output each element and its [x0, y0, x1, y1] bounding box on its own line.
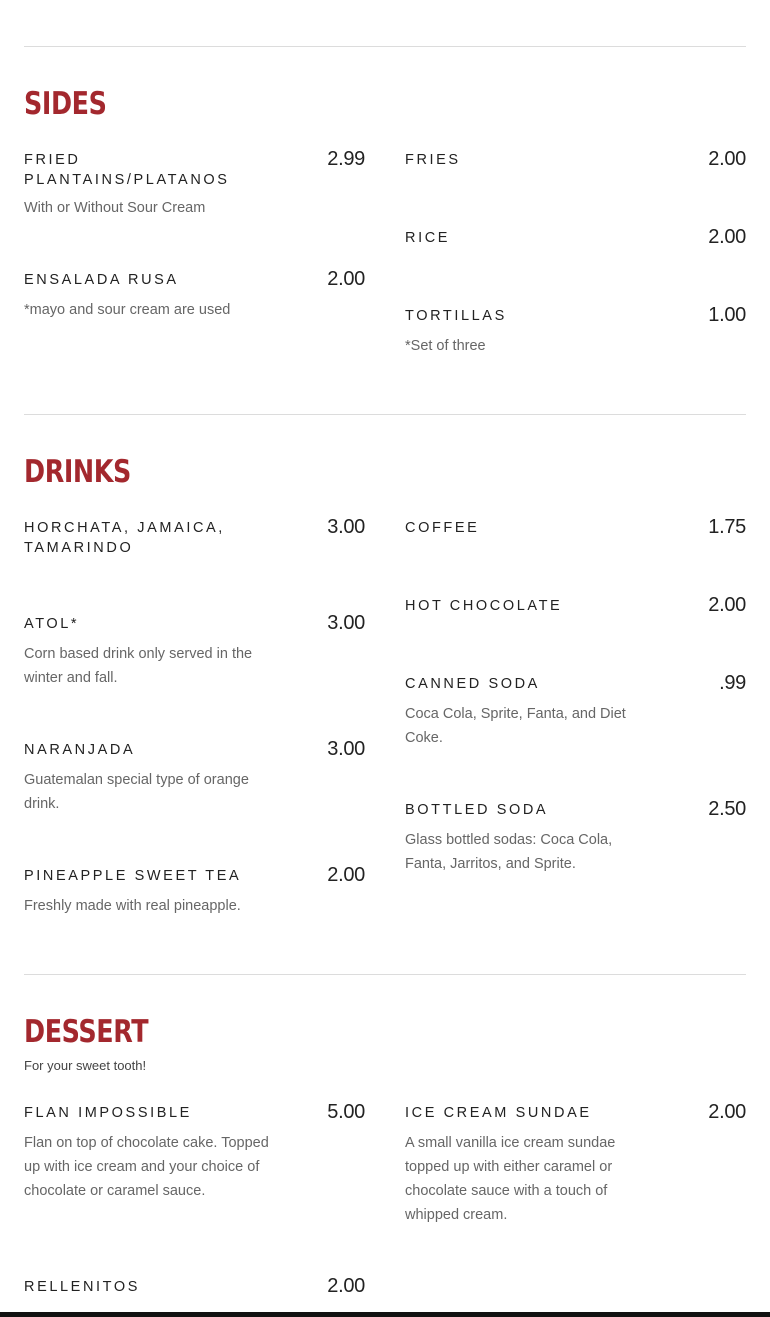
- item-description: *mayo and sour cream are used: [24, 302, 231, 318]
- item-description: Corn based drink only served in the winter and fall.: [24, 646, 253, 686]
- item-price: 2.00: [708, 148, 746, 170]
- item-name: ENSALADA RUSA: [24, 272, 179, 288]
- item-description: Guatemalan special type of orange drink.: [24, 772, 249, 812]
- item-description: Freshly made with real pineapple.: [24, 898, 241, 914]
- item-description: Flan on top of chocolate cake. Topped up with ice cream and your choice of chocolate or caramel sauce.: [24, 1135, 269, 1199]
- item-price: .99: [719, 672, 746, 694]
- item-name: NARANJADA: [24, 742, 136, 758]
- item-name: ICE CREAM SUNDAE: [405, 1105, 592, 1121]
- item-name: RELLENITOS: [24, 1279, 140, 1295]
- item-description: A small vanilla ice cream sundae topped up with either caramel or chocolate sauce with a touch of whipped cream.: [405, 1135, 616, 1223]
- section-title-sides: SIDES: [24, 86, 107, 122]
- item-price: 2.99: [327, 148, 365, 170]
- section-title-dessert: DESSERT: [24, 1014, 149, 1050]
- section-subtitle: For your sweet tooth!: [24, 1058, 147, 1073]
- viewport-bottom-edge: [0, 1312, 770, 1317]
- item-price: 2.00: [327, 1275, 365, 1297]
- item-price: 3.00: [327, 516, 365, 538]
- item-name: CANNED SODA: [405, 676, 540, 692]
- item-price: 2.00: [708, 226, 746, 248]
- item-name: ATOL*: [24, 616, 80, 632]
- section-divider: [24, 974, 746, 975]
- item-price: 3.00: [327, 612, 365, 634]
- section-title-drinks: DRINKS: [24, 454, 131, 490]
- item-price: 2.00: [708, 594, 746, 616]
- item-description: Coca Cola, Sprite, Fanta, and Diet Coke.: [405, 706, 626, 746]
- section-divider: [24, 46, 746, 47]
- item-price: 2.50: [708, 798, 746, 820]
- item-price: 1.75: [708, 516, 746, 538]
- item-price: 1.00: [708, 304, 746, 326]
- item-description: *Set of three: [405, 338, 486, 354]
- item-description: Glass bottled sodas: Coca Cola, Fanta, Jarritos, and Sprite.: [405, 832, 613, 872]
- item-price: 2.00: [327, 864, 365, 886]
- item-price: 5.00: [327, 1101, 365, 1123]
- item-name: HORCHATA, JAMAICA, TAMARINDO: [24, 520, 225, 556]
- item-name: HOT CHOCOLATE: [405, 598, 563, 614]
- item-name: TORTILLAS: [405, 308, 507, 324]
- item-description: With or Without Sour Cream: [24, 200, 206, 216]
- item-name: FRIED PLANTAINS/PLATANOS: [24, 152, 230, 188]
- item-price: 3.00: [327, 738, 365, 760]
- item-name: PINEAPPLE SWEET TEA: [24, 868, 242, 884]
- item-name: FRIES: [405, 152, 461, 168]
- item-name: RICE: [405, 230, 451, 246]
- item-name: COFFEE: [405, 520, 480, 536]
- item-name: FLAN IMPOSSIBLE: [24, 1105, 192, 1121]
- item-name: BOTTLED SODA: [405, 802, 549, 818]
- item-price: 2.00: [708, 1101, 746, 1123]
- item-price: 2.00: [327, 268, 365, 290]
- section-divider: [24, 414, 746, 415]
